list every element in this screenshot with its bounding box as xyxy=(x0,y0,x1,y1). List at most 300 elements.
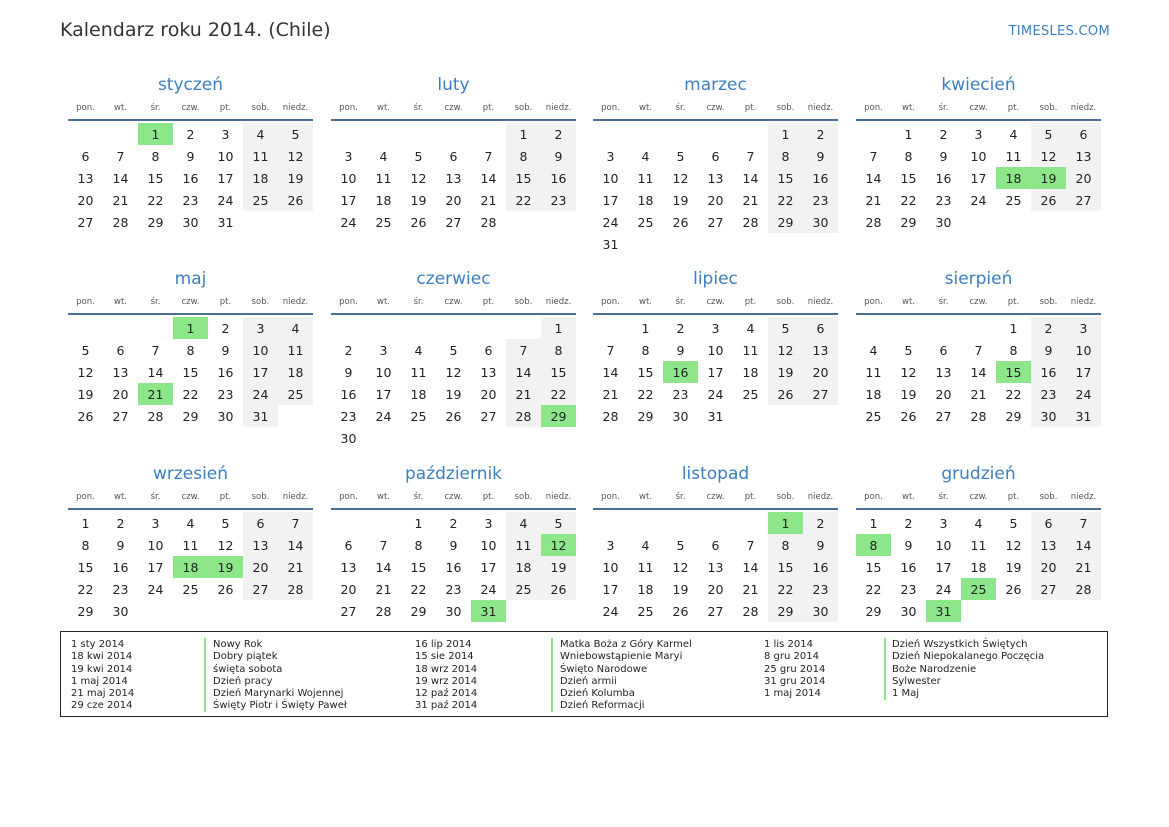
weekday-label: pon. xyxy=(76,297,95,307)
day-cell: 24 xyxy=(217,192,234,208)
day-cell: 26 xyxy=(672,603,689,619)
weekday-label: pt. xyxy=(744,492,757,502)
weekend-day-cell: 30 xyxy=(803,211,838,233)
header-divider xyxy=(856,508,1101,510)
empty-cell xyxy=(926,317,961,339)
day-cell: 3 xyxy=(606,537,615,553)
day-cell: 7 xyxy=(746,148,755,164)
weekday-label: sob. xyxy=(514,492,533,502)
day-cell: 5 xyxy=(449,342,458,358)
weekday-label: pt. xyxy=(482,103,495,113)
weekday-label: pt. xyxy=(219,103,232,113)
weekend-day-cell: 9 xyxy=(803,534,838,556)
holiday-day-cell: 19 xyxy=(208,556,243,578)
day-cell: 12 xyxy=(672,559,689,575)
day-cell: 6 xyxy=(484,342,493,358)
weekend-day-cell: 18 xyxy=(243,167,278,189)
day-cell: 15 xyxy=(410,559,427,575)
day-cell: 24 xyxy=(147,581,164,597)
day-cell: 8 xyxy=(81,537,90,553)
site-link[interactable]: TIMESLES.COM xyxy=(1008,24,1110,39)
weekday-label: sob. xyxy=(776,297,795,307)
empty-cell xyxy=(663,512,698,534)
weekend-day-cell: 20 xyxy=(1066,167,1101,189)
empty-cell xyxy=(436,317,471,339)
day-cell: 16 xyxy=(112,559,129,575)
weekend-day-cell: 28 xyxy=(1066,578,1101,600)
empty-cell xyxy=(401,123,436,145)
weekday-label: pt. xyxy=(1007,103,1020,113)
weekday-label: niedz. xyxy=(545,103,572,113)
day-cell: 8 xyxy=(1009,342,1018,358)
day-cell: 28 xyxy=(742,603,759,619)
weekend-day-cell: 6 xyxy=(1031,512,1066,534)
day-cell: 18 xyxy=(970,559,987,575)
day-cell: 13 xyxy=(707,559,724,575)
day-cell: 14 xyxy=(480,170,497,186)
header-divider xyxy=(68,119,313,121)
weekend-day-cell: 24 xyxy=(243,383,278,405)
weekend-day-cell: 19 xyxy=(768,361,803,383)
day-cell: 3 xyxy=(606,148,615,164)
header-divider xyxy=(331,508,576,510)
weekday-label: niedz. xyxy=(282,297,309,307)
day-cell: 11 xyxy=(742,342,759,358)
month-block xyxy=(68,268,313,427)
day-cell: 27 xyxy=(935,408,952,424)
day-cell: 14 xyxy=(375,559,392,575)
day-cell: 28 xyxy=(375,603,392,619)
day-cell: 22 xyxy=(182,386,199,402)
weekend-day-cell: 3 xyxy=(243,317,278,339)
day-cell: 22 xyxy=(1005,386,1022,402)
weekend-day-cell: 16 xyxy=(541,167,576,189)
empty-cell xyxy=(366,512,401,534)
weekend-day-cell: 5 xyxy=(278,123,313,145)
weekend-day-cell: 21 xyxy=(506,383,541,405)
day-cell: 28 xyxy=(480,214,497,230)
day-cell: 23 xyxy=(112,581,129,597)
day-cell: 1 xyxy=(904,126,913,142)
day-cell: 26 xyxy=(217,581,234,597)
day-cell: 1 xyxy=(1009,320,1018,336)
weekday-label: wt. xyxy=(377,297,390,307)
day-grid xyxy=(593,317,838,427)
day-cell: 18 xyxy=(742,364,759,380)
weekend-day-cell: 8 xyxy=(541,339,576,361)
month-block xyxy=(593,463,838,622)
day-cell: 4 xyxy=(379,148,388,164)
day-cell: 14 xyxy=(742,559,759,575)
day-cell: 10 xyxy=(602,170,619,186)
weekday-label: sob. xyxy=(251,103,270,113)
day-cell: 26 xyxy=(77,408,94,424)
day-cell: 27 xyxy=(340,603,357,619)
empty-cell xyxy=(733,512,768,534)
weekday-label: pon. xyxy=(339,492,358,502)
legend-bar xyxy=(884,638,886,700)
month-name: czerwiec xyxy=(416,269,491,289)
day-cell: 24 xyxy=(375,408,392,424)
day-cell: 10 xyxy=(375,364,392,380)
day-cell: 19 xyxy=(900,386,917,402)
header-divider xyxy=(593,508,838,510)
day-cell: 22 xyxy=(865,581,882,597)
day-cell: 31 xyxy=(217,214,234,230)
weekday-label: wt. xyxy=(114,103,127,113)
day-cell: 16 xyxy=(182,170,199,186)
month-name: marzec xyxy=(684,75,747,95)
day-cell: 5 xyxy=(221,515,230,531)
weekday-label: czw. xyxy=(969,103,988,113)
weekday-label: pt. xyxy=(1007,492,1020,502)
weekend-day-cell: 12 xyxy=(278,145,313,167)
day-cell: 2 xyxy=(116,515,125,531)
holiday-day-cell: 29 xyxy=(541,405,576,427)
day-cell: 12 xyxy=(77,364,94,380)
weekday-label: śr. xyxy=(413,492,424,502)
empty-cell xyxy=(471,123,506,145)
day-cell: 5 xyxy=(414,148,423,164)
day-cell: 22 xyxy=(147,192,164,208)
header-divider xyxy=(331,119,576,121)
day-cell: 28 xyxy=(865,214,882,230)
day-cell: 11 xyxy=(1005,148,1022,164)
weekday-label: pt. xyxy=(744,297,757,307)
weekday-header xyxy=(593,99,838,117)
weekend-day-cell: 11 xyxy=(278,339,313,361)
weekend-day-cell: 27 xyxy=(243,578,278,600)
empty-cell xyxy=(331,317,366,339)
day-cell: 17 xyxy=(970,170,987,186)
day-cell: 13 xyxy=(480,364,497,380)
weekday-label: wt. xyxy=(639,297,652,307)
day-cell: 1 xyxy=(869,515,878,531)
weekday-label: sob. xyxy=(251,492,270,502)
day-cell: 28 xyxy=(742,214,759,230)
day-cell: 29 xyxy=(410,603,427,619)
holiday-day-cell: 31 xyxy=(471,600,506,622)
weekend-day-cell: 14 xyxy=(278,534,313,556)
day-cell: 4 xyxy=(186,515,195,531)
day-cell: 11 xyxy=(375,170,392,186)
weekend-day-cell: 2 xyxy=(803,123,838,145)
empty-cell xyxy=(401,317,436,339)
day-cell: 18 xyxy=(637,192,654,208)
day-cell: 20 xyxy=(707,581,724,597)
day-cell: 25 xyxy=(375,214,392,230)
day-cell: 10 xyxy=(217,148,234,164)
day-grid xyxy=(331,512,576,622)
weekend-day-cell: 22 xyxy=(768,578,803,600)
weekday-label: niedz. xyxy=(545,297,572,307)
weekday-label: śr. xyxy=(150,297,161,307)
empty-cell xyxy=(331,123,366,145)
month-name: październik xyxy=(404,464,503,484)
day-cell: 4 xyxy=(414,342,423,358)
day-cell: 30 xyxy=(182,214,199,230)
weekend-day-cell: 5 xyxy=(1031,123,1066,145)
day-cell: 26 xyxy=(410,214,427,230)
weekday-label: pt. xyxy=(744,103,757,113)
weekend-day-cell: 5 xyxy=(541,512,576,534)
weekend-day-cell: 23 xyxy=(803,189,838,211)
weekend-day-cell: 1 xyxy=(768,123,803,145)
month-block xyxy=(856,74,1101,233)
day-grid xyxy=(68,317,313,427)
month-name: sierpień xyxy=(944,269,1013,289)
day-cell: 2 xyxy=(186,126,195,142)
day-cell: 9 xyxy=(676,342,685,358)
day-cell: 4 xyxy=(641,148,650,164)
day-cell: 18 xyxy=(637,581,654,597)
empty-cell xyxy=(961,317,996,339)
day-cell: 30 xyxy=(672,408,689,424)
weekday-label: śr. xyxy=(675,297,686,307)
day-cell: 2 xyxy=(344,342,353,358)
day-cell: 2 xyxy=(939,126,948,142)
weekday-label: czw. xyxy=(181,492,200,502)
weekday-label: pon. xyxy=(864,103,883,113)
day-cell: 14 xyxy=(970,364,987,380)
day-cell: 2 xyxy=(676,320,685,336)
weekday-label: pon. xyxy=(864,297,883,307)
empty-cell xyxy=(698,512,733,534)
day-cell: 26 xyxy=(1005,581,1022,597)
weekday-header xyxy=(856,293,1101,311)
day-cell: 24 xyxy=(935,581,952,597)
day-cell: 25 xyxy=(637,214,654,230)
weekday-label: wt. xyxy=(114,492,127,502)
weekday-label: sob. xyxy=(1039,492,1058,502)
weekend-day-cell: 9 xyxy=(803,145,838,167)
day-cell: 10 xyxy=(340,170,357,186)
weekday-label: niedz. xyxy=(807,492,834,502)
day-cell: 19 xyxy=(1005,559,1022,575)
weekday-label: pon. xyxy=(864,492,883,502)
empty-cell xyxy=(628,123,663,145)
day-cell: 4 xyxy=(974,515,983,531)
empty-cell xyxy=(593,123,628,145)
weekday-label: pon. xyxy=(76,103,95,113)
weekday-label: czw. xyxy=(181,297,200,307)
weekend-day-cell: 15 xyxy=(541,361,576,383)
day-cell: 6 xyxy=(116,342,125,358)
holiday-day-cell: 1 xyxy=(138,123,173,145)
weekend-day-cell: 2 xyxy=(541,123,576,145)
day-cell: 5 xyxy=(904,342,913,358)
weekend-day-cell: 21 xyxy=(1066,556,1101,578)
day-grid xyxy=(856,317,1101,427)
day-cell: 14 xyxy=(112,170,129,186)
empty-cell xyxy=(436,123,471,145)
month-block xyxy=(331,74,576,233)
day-cell: 13 xyxy=(340,559,357,575)
holiday-day-cell: 18 xyxy=(996,167,1031,189)
day-cell: 7 xyxy=(151,342,160,358)
day-cell: 7 xyxy=(484,148,493,164)
weekday-label: czw. xyxy=(969,297,988,307)
weekend-day-cell: 26 xyxy=(768,383,803,405)
weekday-label: czw. xyxy=(444,103,463,113)
empty-cell xyxy=(891,317,926,339)
weekend-day-cell: 26 xyxy=(278,189,313,211)
weekday-label: czw. xyxy=(706,297,725,307)
weekday-label: sob. xyxy=(251,297,270,307)
weekend-day-cell: 2 xyxy=(1031,317,1066,339)
day-cell: 17 xyxy=(217,170,234,186)
day-cell: 19 xyxy=(672,192,689,208)
weekday-label: wt. xyxy=(377,492,390,502)
legend-dates-2: 16 lip 2014 15 sie 2014 18 wrz 2014 19 wrz 2014 12 paź 2014 31 paź 2014 xyxy=(415,639,478,712)
day-cell: 23 xyxy=(672,386,689,402)
legend-dates-1: 1 sty 2014 18 kwi 2014 19 kwi 2014 1 maj 2014 21 maj 2014 29 cze 2014 xyxy=(71,639,135,712)
weekend-day-cell: 23 xyxy=(1031,383,1066,405)
weekend-day-cell: 7 xyxy=(1066,512,1101,534)
day-cell: 25 xyxy=(182,581,199,597)
page-title: Kalendarz roku 2014. (Chile) xyxy=(60,19,331,41)
weekday-label: sob. xyxy=(776,103,795,113)
month-name: styczeń xyxy=(157,75,224,95)
weekend-day-cell: 24 xyxy=(1066,383,1101,405)
day-cell: 8 xyxy=(904,148,913,164)
weekday-label: niedz. xyxy=(1070,297,1097,307)
day-cell: 20 xyxy=(112,386,129,402)
day-cell: 17 xyxy=(602,192,619,208)
weekend-day-cell: 1 xyxy=(506,123,541,145)
weekend-day-cell: 14 xyxy=(506,361,541,383)
day-cell: 26 xyxy=(672,214,689,230)
empty-cell xyxy=(103,123,138,145)
day-cell: 15 xyxy=(900,170,917,186)
weekday-label: wt. xyxy=(377,103,390,113)
day-cell: 25 xyxy=(637,603,654,619)
day-cell: 28 xyxy=(112,214,129,230)
day-cell: 4 xyxy=(746,320,755,336)
weekday-label: śr. xyxy=(938,103,949,113)
day-cell: 13 xyxy=(707,170,724,186)
empty-cell xyxy=(366,123,401,145)
weekend-day-cell: 16 xyxy=(803,556,838,578)
day-cell: 24 xyxy=(707,386,724,402)
day-cell: 23 xyxy=(445,581,462,597)
header-divider xyxy=(593,313,838,315)
day-cell: 9 xyxy=(904,537,913,553)
weekend-day-cell: 19 xyxy=(541,556,576,578)
weekend-day-cell: 13 xyxy=(243,534,278,556)
weekend-day-cell: 31 xyxy=(1066,405,1101,427)
holiday-day-cell: 21 xyxy=(138,383,173,405)
weekend-day-cell: 10 xyxy=(1066,339,1101,361)
day-cell: 7 xyxy=(379,537,388,553)
weekend-day-cell: 6 xyxy=(243,512,278,534)
empty-cell xyxy=(856,123,891,145)
day-cell: 29 xyxy=(147,214,164,230)
holiday-day-cell: 31 xyxy=(926,600,961,622)
day-cell: 10 xyxy=(970,148,987,164)
day-cell: 29 xyxy=(77,603,94,619)
day-cell: 1 xyxy=(81,515,90,531)
weekend-day-cell: 10 xyxy=(243,339,278,361)
day-cell: 16 xyxy=(445,559,462,575)
day-cell: 25 xyxy=(1005,192,1022,208)
weekend-day-cell: 17 xyxy=(243,361,278,383)
day-cell: 21 xyxy=(865,192,882,208)
weekend-day-cell: 23 xyxy=(541,189,576,211)
weekend-day-cell: 22 xyxy=(541,383,576,405)
day-cell: 27 xyxy=(707,603,724,619)
day-cell: 13 xyxy=(77,170,94,186)
day-cell: 21 xyxy=(375,581,392,597)
day-cell: 7 xyxy=(606,342,615,358)
weekend-day-cell: 28 xyxy=(506,405,541,427)
empty-cell xyxy=(471,317,506,339)
holiday-day-cell: 16 xyxy=(663,361,698,383)
day-cell: 7 xyxy=(116,148,125,164)
day-cell: 26 xyxy=(445,408,462,424)
day-cell: 31 xyxy=(602,236,619,252)
weekend-day-cell: 15 xyxy=(506,167,541,189)
weekend-day-cell: 6 xyxy=(1066,123,1101,145)
weekday-label: pt. xyxy=(219,492,232,502)
legend-bar xyxy=(204,638,206,712)
day-cell: 10 xyxy=(147,537,164,553)
day-cell: 8 xyxy=(641,342,650,358)
day-cell: 25 xyxy=(410,408,427,424)
holiday-day-cell: 18 xyxy=(173,556,208,578)
weekday-label: wt. xyxy=(639,492,652,502)
weekend-day-cell: 31 xyxy=(243,405,278,427)
weekday-label: czw. xyxy=(444,297,463,307)
day-cell: 12 xyxy=(672,170,689,186)
day-grid xyxy=(856,512,1101,622)
day-cell: 17 xyxy=(602,581,619,597)
empty-cell xyxy=(856,317,891,339)
legend-names-1: Nowy Rok Dobry piątek święta sobota Dzień pracy Dzień Marynarki Wojennej Święty Piotr i Święty Paweł xyxy=(213,639,347,712)
weekend-day-cell: 6 xyxy=(803,317,838,339)
weekend-day-cell: 27 xyxy=(1031,578,1066,600)
weekend-day-cell: 12 xyxy=(768,339,803,361)
day-cell: 15 xyxy=(147,170,164,186)
weekend-day-cell: 8 xyxy=(768,145,803,167)
day-grid xyxy=(331,123,576,233)
empty-cell xyxy=(628,512,663,534)
day-cell: 11 xyxy=(637,559,654,575)
weekend-day-cell: 26 xyxy=(541,578,576,600)
day-grid xyxy=(593,512,838,622)
weekend-day-cell: 15 xyxy=(768,167,803,189)
weekday-label: śr. xyxy=(675,492,686,502)
empty-cell xyxy=(698,123,733,145)
weekday-label: pon. xyxy=(601,297,620,307)
day-cell: 8 xyxy=(414,537,423,553)
day-cell: 22 xyxy=(900,192,917,208)
empty-cell xyxy=(663,123,698,145)
day-cell: 27 xyxy=(112,408,129,424)
day-grid xyxy=(856,123,1101,233)
day-cell: 23 xyxy=(217,386,234,402)
month-block xyxy=(68,463,313,622)
day-cell: 4 xyxy=(869,342,878,358)
weekday-label: czw. xyxy=(181,103,200,113)
weekday-label: śr. xyxy=(413,103,424,113)
weekend-day-cell: 4 xyxy=(506,512,541,534)
day-cell: 16 xyxy=(217,364,234,380)
day-cell: 13 xyxy=(112,364,129,380)
day-cell: 7 xyxy=(974,342,983,358)
day-cell: 10 xyxy=(480,537,497,553)
day-cell: 16 xyxy=(900,559,917,575)
